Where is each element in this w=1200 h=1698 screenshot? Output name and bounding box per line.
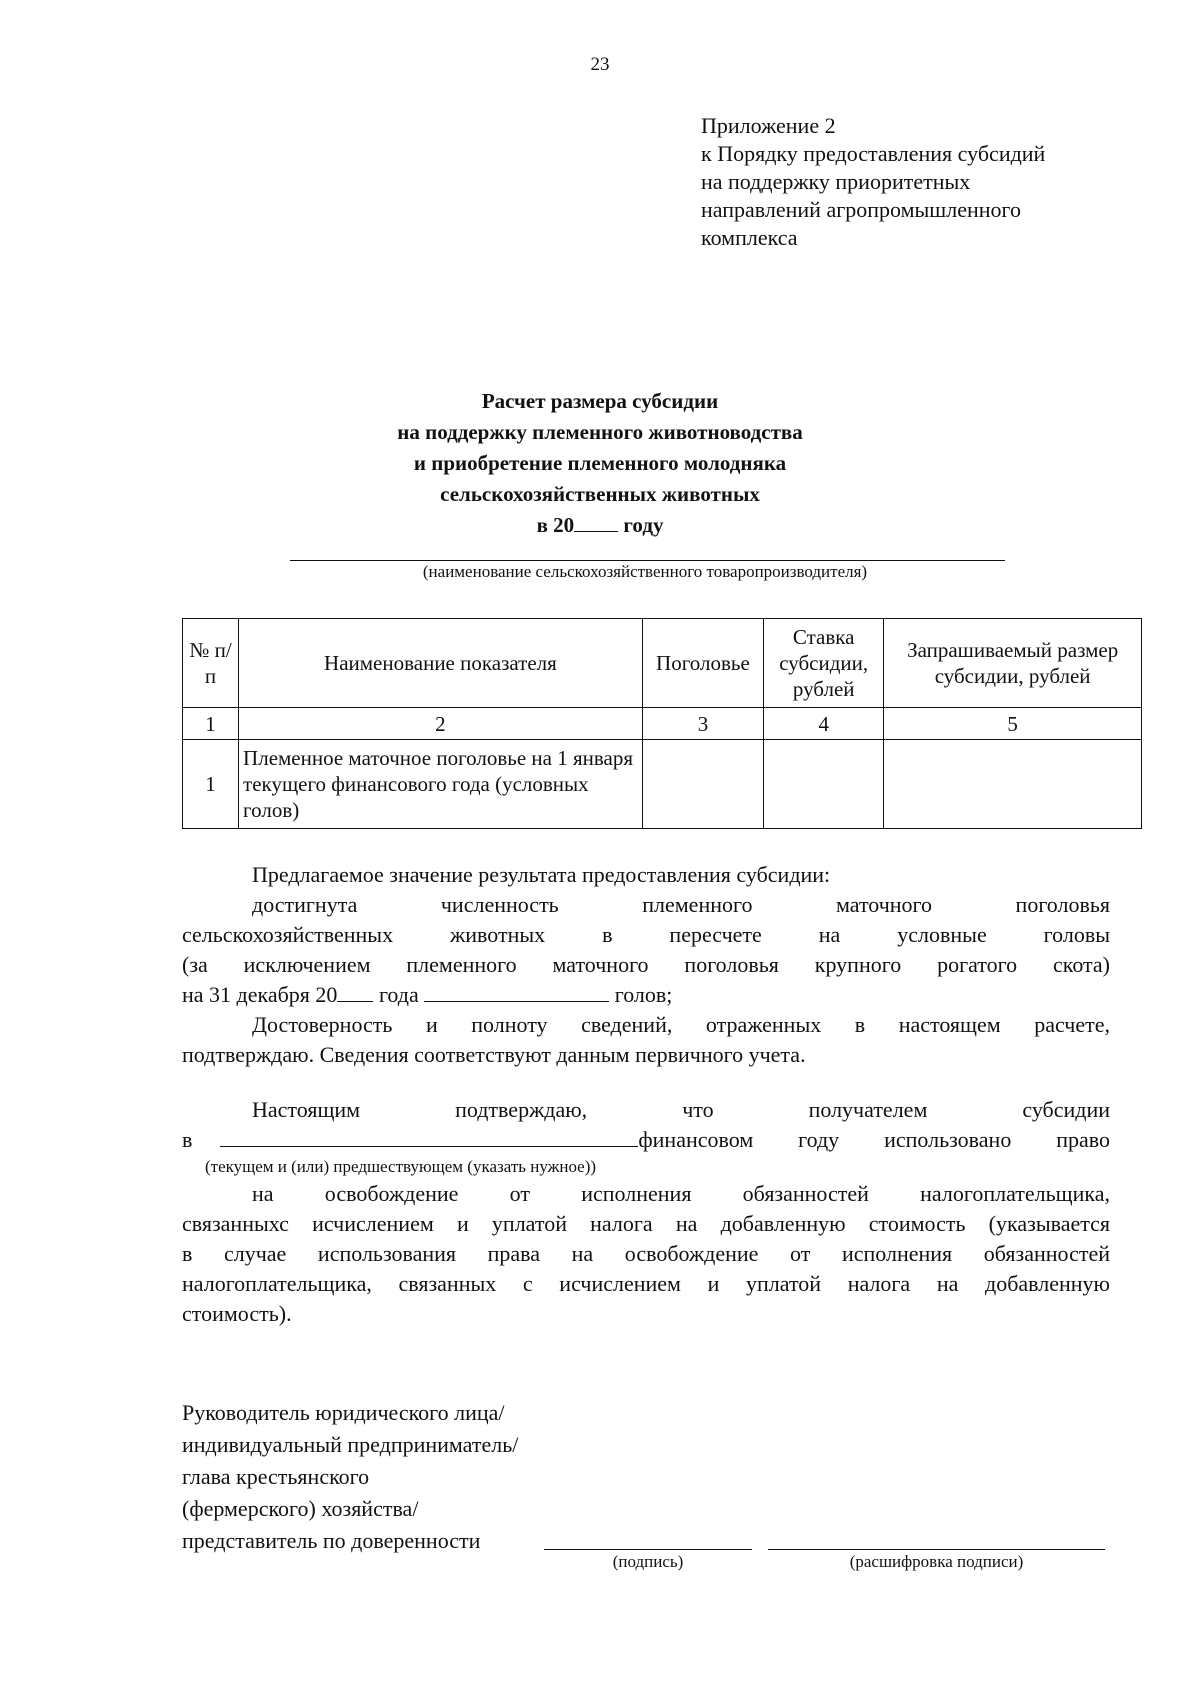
title-line: на поддержку племенного животноводства [397, 420, 803, 444]
result-word: головы [1043, 922, 1111, 947]
producer-caption: (наименование сельскохозяйственного товаропроизводителя) [422, 562, 868, 581]
signatory-line: (фермерского) хозяйства/ [182, 1496, 419, 1521]
signatory-line: глава крестьянского [182, 1464, 370, 1489]
reliability-line-1: Достоверность и полноту сведений, отраженных в настоящем расчете, [252, 1012, 1110, 1037]
result-line-4 [182, 980, 1110, 1010]
result-heading: Предлагаемое значение результата предоставления субсидии: [252, 862, 831, 887]
column-number: 1 [183, 708, 239, 740]
column-number: 4 [764, 708, 884, 740]
title-year-prefix: в 20 [536, 513, 575, 537]
appendix-line: на поддержку приоритетных [701, 169, 971, 194]
confirmation-line-1 [182, 1095, 1110, 1125]
subsidy-table [182, 618, 1142, 829]
producer-name-field[interactable] [290, 560, 1005, 561]
header-livestock: Поголовье [642, 619, 763, 708]
confirmation-word: получателем [808, 1097, 928, 1122]
header-num: № п/п [183, 619, 239, 708]
year-blank[interactable] [337, 1000, 373, 1002]
header-name: Наименование показателя [239, 619, 643, 708]
result-word: племенного [642, 892, 753, 917]
year-blank[interactable] [574, 530, 618, 532]
result-word: сельскохозяйственных [182, 922, 394, 947]
heads-count-blank[interactable] [424, 1000, 609, 1002]
result-line-2 [182, 920, 1110, 950]
signatory-block [182, 1397, 602, 1557]
result-word: маточного [835, 892, 933, 917]
appendix-line: к Порядку предоставления субсидий [701, 141, 1046, 166]
row-rate-cell[interactable] [764, 740, 884, 829]
result-word: на [818, 922, 841, 947]
appendix-reference [701, 112, 1181, 252]
result-date-prefix: на 31 декабря 20 [182, 982, 338, 1007]
document-title [0, 386, 1200, 541]
signatory-line: Руководитель юридического лица/ [182, 1400, 505, 1425]
result-word: достигнута [252, 892, 358, 917]
result-word: пересчете [669, 922, 762, 947]
row-num: 1 [183, 740, 239, 829]
column-number: 3 [642, 708, 763, 740]
result-heads-word: голов; [614, 982, 673, 1007]
result-word: поголовья [1015, 892, 1111, 917]
result-word: численность [440, 892, 559, 917]
result-word: условные [897, 922, 987, 947]
fiscal-year-blank[interactable] [220, 1145, 638, 1147]
row-name: Племенное маточное поголовье на 1 января текущего финансового года (условных голов) [239, 740, 643, 829]
column-number: 2 [239, 708, 643, 740]
signatory-line: представитель по доверенности [182, 1528, 481, 1553]
header-requested: Запрашиваемый размер субсидии, рублей [884, 619, 1142, 708]
result-line-1 [182, 890, 1110, 920]
confirmation-word: субсидии [1022, 1097, 1111, 1122]
row-requested-cell[interactable] [884, 740, 1142, 829]
result-word: животных [450, 922, 546, 947]
appendix-line: направлений агропромышленного [701, 197, 1021, 222]
confirmation-line-5: в случае использования права на освобождение от исполнения обязанностей [182, 1241, 1110, 1266]
result-word: в [602, 922, 613, 947]
confirmation-word: подтверждаю, [455, 1097, 588, 1122]
appendix-line: комплекса [701, 225, 798, 250]
signature-field[interactable] [544, 1549, 752, 1550]
page-number: 23 [590, 54, 610, 75]
confirmation-line-3: на освобождение от исполнения обязанностей налогоплательщика, [252, 1181, 1110, 1206]
title-line: и приобретение племенного молодняка [413, 451, 787, 475]
signature-caption: (подпись) [612, 1552, 684, 1571]
title-year-suffix: году [623, 513, 664, 537]
row-livestock-cell[interactable] [642, 740, 763, 829]
signature-decode-field[interactable] [768, 1549, 1105, 1550]
signature-decode-caption: (расшифровка подписи) [849, 1552, 1024, 1571]
confirmation-word: Настоящим [252, 1097, 361, 1122]
fiscal-year-caption: (текущем и (или) предшествующем (указать нужное)) [205, 1157, 597, 1176]
header-rate: Ставка субсидии, рублей [764, 619, 884, 708]
title-line: Расчет размера субсидии [481, 389, 719, 413]
result-line-3: (за исключением племенного маточного поголовья крупного рогатого скота) [182, 952, 1110, 977]
title-line: сельскохозяйственных животных [440, 482, 760, 506]
column-number: 5 [884, 708, 1142, 740]
confirmation-line-4: связанныхс исчислением и уплатой налога на добавленную стоимость (указывается [182, 1211, 1110, 1236]
table-row [183, 740, 1142, 829]
confirmation-suffix: финансовом году использовано право [638, 1127, 1110, 1152]
reliability-line-2: подтверждаю. Сведения соответствуют данным первичного учета. [182, 1042, 806, 1067]
confirmation-line-6: налогоплательщика, связанных с исчислением и уплатой налога на добавленную [182, 1271, 1110, 1296]
table-header-row [183, 619, 1142, 708]
confirmation-line-7: стоимость). [182, 1301, 292, 1326]
signatory-line: индивидуальный предприниматель/ [182, 1432, 519, 1457]
result-year-word: года [378, 982, 419, 1007]
title-year-line [0, 510, 1200, 541]
table-column-numbers-row [183, 708, 1142, 740]
result-section [182, 860, 1110, 1070]
appendix-line: Приложение 2 [701, 113, 836, 138]
confirmation-line-2 [182, 1125, 1110, 1155]
confirmation-word: что [682, 1097, 714, 1122]
confirmation-section [182, 1095, 1110, 1329]
confirmation-prefix: в [182, 1127, 193, 1152]
